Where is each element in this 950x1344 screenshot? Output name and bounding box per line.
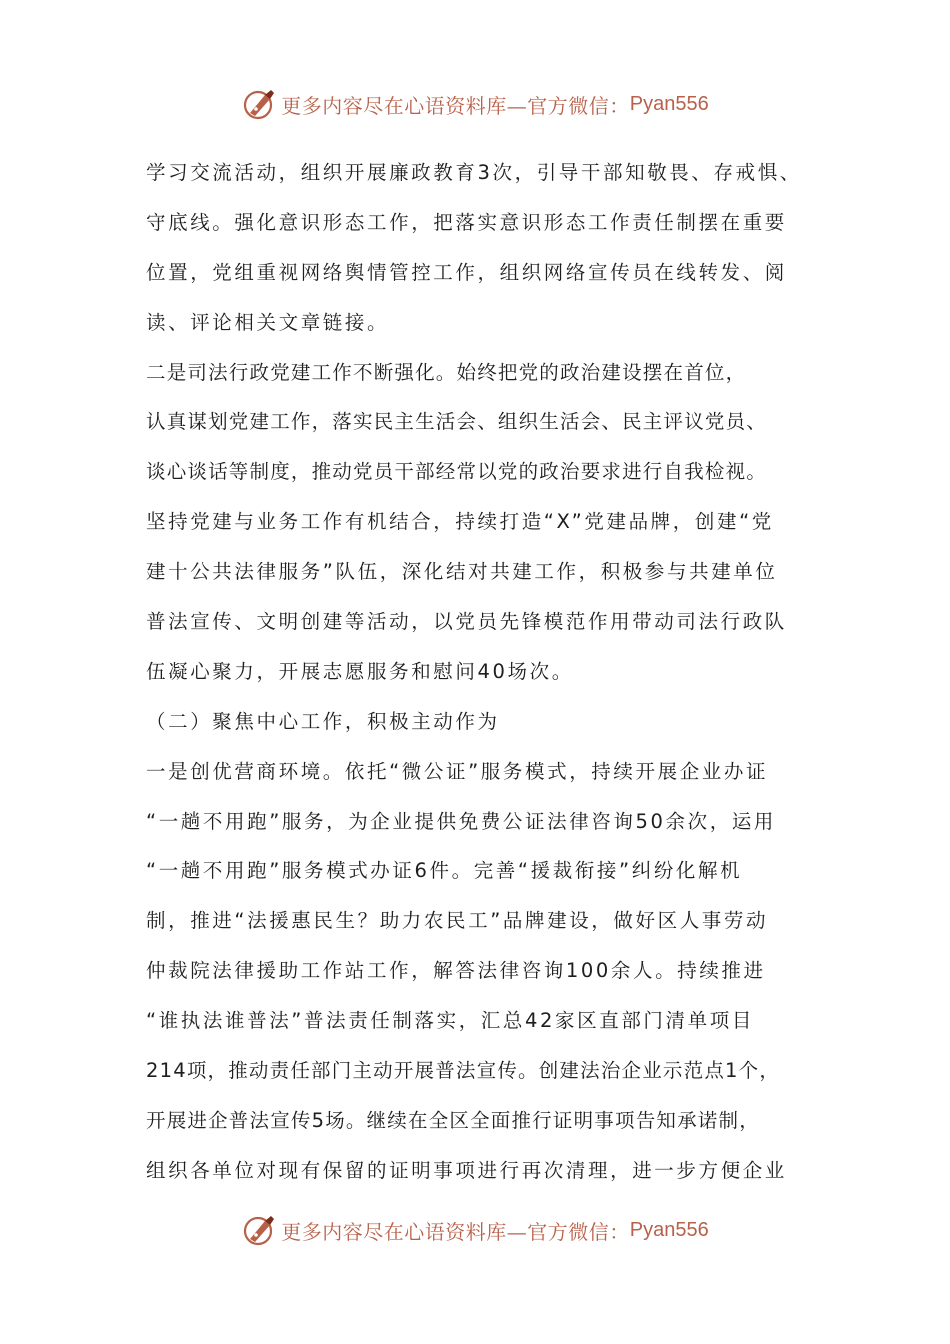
body-line: 普法宣传、文明创建等活动，以党员先锋模范作用带动司法行政队 [146,610,787,634]
body-line: 制，推进“法援惠民生？助力农民工”品牌建设，做好区人事劳动 [146,909,769,933]
body-line: 建十公共法律服务”队伍，深化结对共建工作，积极参与共建单位 [146,560,778,584]
pen-nib-circle-icon [241,87,277,121]
body-line: 仲裁院法律援助工作站工作，解答法律咨询100余人。持续推进 [146,959,766,983]
body-line: 二是司法行政党建工作不断强化。始终把党的政治建设摆在首位， [146,360,747,384]
body-line: 坚持党建与业务工作有机结合，持续打造“X”党建品牌，创建“党 [146,510,774,534]
document-body [146,148,826,1196]
body-line: 组织各单位对现有保留的证明事项进行再次清理，进一步方便企业 [146,1158,787,1182]
body-line: “一趟不用跑”服务模式办证6件。完善“援裁衔接”纠纷化解机 [146,859,743,883]
body-line: “谁执法谁普法”普法责任制落实，汇总42家区直部门清单项目 [146,1009,754,1033]
section-heading: （二）聚焦中心工作，积极主动作为 [146,709,500,733]
footer-wechat-id: Pyan556 [629,1218,709,1241]
body-line: 214项，推动责任部门主动开展普法宣传。创建法治企业示范点1个， [146,1059,781,1083]
body-line: 谈心谈话等制度，推动党员干部经常以党的政治要求进行自我检视。 [146,460,768,484]
body-line: 伍凝心聚力，开展志愿服务和慰问40场次。 [146,659,574,683]
pen-nib-circle-icon [241,1213,277,1247]
header-banner-text: 更多内容尽在心语资料库—官方微信： [281,93,630,118]
body-line: 读、评论相关文章链接。 [146,310,390,334]
footer-banner-text: 更多内容尽在心语资料库—官方微信： [281,1219,630,1244]
body-line: 位置，党组重视网络舆情管控工作，组织网络宣传员在线转发、阅 [146,260,787,284]
header-wechat-id: Pyan556 [629,92,709,115]
body-line: 开展进企普法宣传5场。继续在全区全面推行证明事项告知承诺制， [146,1108,760,1132]
body-line: 一是创优营商环境。依托“微公证”服务模式，持续开展企业办证 [146,759,769,783]
body-line: “一趟不用跑”服务，为企业提供免费公证法律咨询50余次，运用 [146,809,777,833]
body-line: 守底线。强化意识形态工作，把落实意识形态工作责任制摆在重要 [146,210,787,234]
body-line: 认真谋划党建工作，落实民主生活会、组织生活会、民主评议党员、 [146,410,768,434]
header-banner [0,84,950,124]
body-line: 学习交流活动，组织开展廉政教育3次，引导干部知敬畏、存戒惧、 [146,161,802,184]
footer-banner [0,1210,950,1250]
